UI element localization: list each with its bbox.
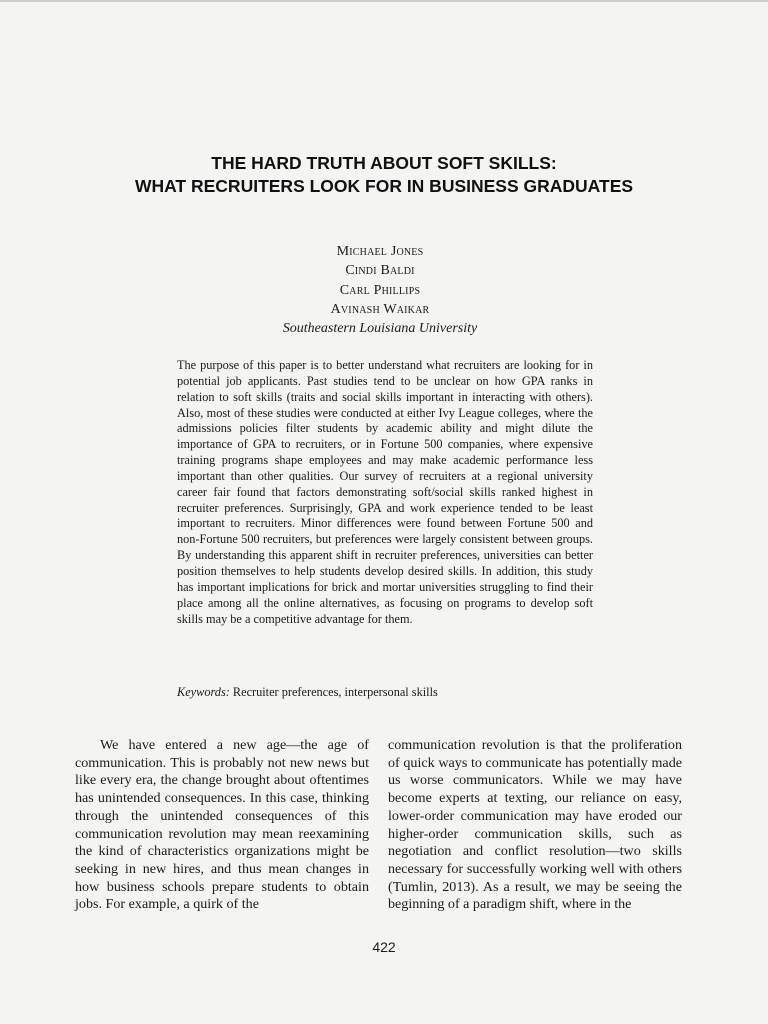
author-block: [180, 242, 580, 338]
author-name: Cindi Baldi: [345, 263, 415, 279]
paper-title: [40, 152, 728, 198]
body-paragraph: We have entered a new age—the age of communication. This is probably not new news but like every era, the change brought about oftentimes has unintended consequences. In this case, thinking through the unintended consequences of this communication revolution may mean reexamining the kind of characteristics organizations might be seeking in new hires, and thus mean changes in how business schools prepare students to obtain jobs. For example, a quirk of the: [75, 737, 369, 913]
keywords-label: Keywords:: [177, 685, 230, 699]
author-name: Carl Phillips: [339, 282, 421, 298]
page-number: 422: [372, 939, 396, 955]
author-name: Michael Jones: [336, 244, 424, 259]
keywords-line: [177, 685, 593, 701]
keywords-text: Recruiter preferences, interpersonal skills: [232, 685, 438, 699]
abstract: [177, 358, 593, 627]
body-paragraph: communication revolution is that the proliferation of quick ways to communicate has potentially made us worse communicators. While we may have become experts at texting, our reliance on easy, lower-order communication may have eroded our higher-order communication skills, such as negotiation and conflict resolution—two skills necessary for successfully working well with others (Tumlin, 2013). As a result, we may be seeing the beginning of a paradigm shift, where in the: [388, 737, 682, 913]
author-affiliation: Southeastern Louisiana University: [282, 321, 478, 337]
title-line-1: THE HARD TRUTH ABOUT SOFT SKILLS:: [211, 153, 557, 173]
abstract-text: The purpose of this paper is to better understand what recruiters are looking for in potential job applicants. Past studies tend to be unclear on how GPA ranks in relation to soft skills (traits and social skills important in interacting with others). Also, most of these studies were conducted at either Ivy League colleges, where the admissions policies filter students by academic ability and might dilute the importance of GPA to recruiters, or in Fortune 500 companies, where expensive training programs shape employees and may make academic performance less important than other qualities. Our survey of recruiters at a regional university career fair found that factors demonstrating soft/social skills ranked highest in recruiter preferences. Surprisingly, GPA and work experience tended to be least important to recruiters. Minor differences were found between Fortune 500 and non-Fortune 500 recruiters, but preferences were largely consistent between groups. By understanding this apparent shift in recruiter preferences, universities can better position themselves to help students develop desired skills. In addition, this study has important implications for brick and mortar universities struggling to find their place among all the online alternatives, as focusing on programs to develop soft skills may be a competitive advantage for them.: [177, 358, 593, 626]
top-edge-rule: [0, 0, 768, 2]
body-column-right: [388, 737, 682, 914]
author-name: Avinash Waikar: [330, 301, 430, 317]
body-column-left: [75, 737, 369, 914]
title-line-2: WHAT RECRUITERS LOOK FOR IN BUSINESS GRADUATES: [134, 176, 634, 196]
